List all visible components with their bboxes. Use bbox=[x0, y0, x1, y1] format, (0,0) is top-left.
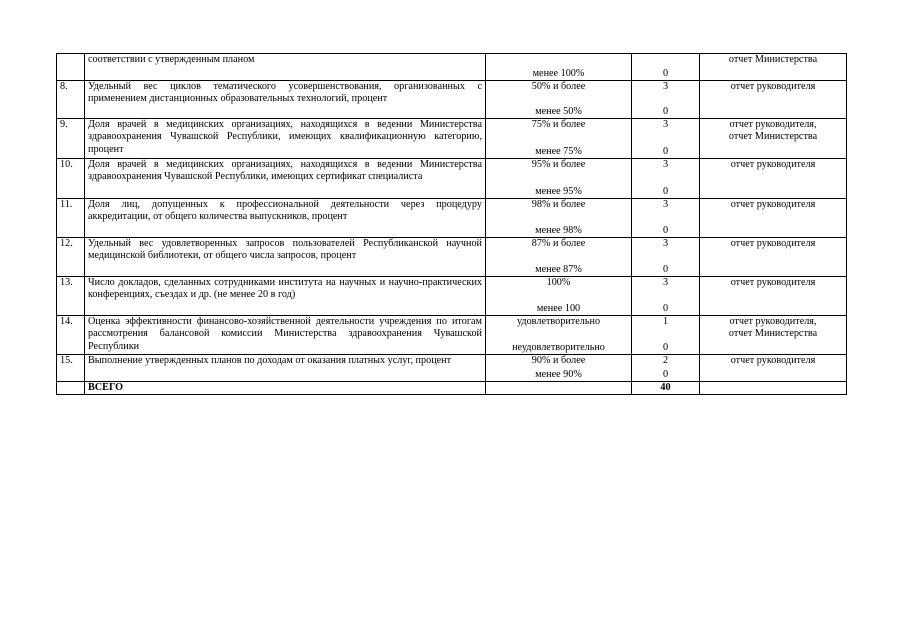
threshold-cell bbox=[486, 119, 632, 159]
score-high: 3 bbox=[662, 159, 669, 170]
threshold-cell bbox=[486, 277, 632, 316]
score-cell bbox=[632, 159, 700, 199]
table-row bbox=[57, 119, 847, 159]
row-number: 12. bbox=[57, 238, 85, 277]
row-number: 11. bbox=[57, 199, 85, 238]
score-cell bbox=[632, 355, 700, 382]
score-cell bbox=[632, 81, 700, 119]
score-cell bbox=[632, 119, 700, 159]
criterion-text: Число докладов, сделанных сотрудниками института на научных и научно-практических конференциях, съездах и др. (не менее 20 в год) bbox=[85, 277, 486, 316]
table-row bbox=[57, 81, 847, 119]
score-cell bbox=[632, 316, 700, 355]
criterion-text: Доля врачей в медицинских организациях, находящихся в ведении Министерства здравоохранения Чувашской Республики, имеющих сертификат специалиста bbox=[85, 159, 486, 199]
threshold-low: менее 100 bbox=[536, 302, 581, 314]
score-high: 3 bbox=[662, 238, 669, 249]
score-cell bbox=[632, 54, 700, 81]
score-low: 0 bbox=[662, 145, 669, 157]
threshold-high: 90% и более bbox=[531, 355, 586, 366]
table-row bbox=[57, 199, 847, 238]
row-number: 8. bbox=[57, 81, 85, 119]
score-low: 0 bbox=[662, 263, 669, 275]
score-low: 0 bbox=[662, 302, 669, 314]
total-row bbox=[57, 382, 847, 395]
threshold-low: менее 98% bbox=[535, 224, 582, 236]
threshold-low: менее 90% bbox=[535, 368, 582, 380]
table-row bbox=[57, 238, 847, 277]
source-cell: отчет руководителя bbox=[700, 355, 847, 382]
score-high: 1 bbox=[662, 316, 669, 327]
threshold-high: 100% bbox=[546, 277, 571, 288]
total-num-cell bbox=[57, 382, 85, 395]
criterion-text: соответствии с утвержденным планом bbox=[85, 54, 486, 81]
threshold-cell bbox=[486, 238, 632, 277]
threshold-high: 75% и более bbox=[531, 119, 586, 130]
threshold-high: 98% и более bbox=[531, 199, 586, 210]
total-value-cell bbox=[486, 382, 632, 395]
criteria-table-body bbox=[57, 54, 847, 382]
source-cell: отчет руководителя bbox=[700, 277, 847, 316]
score-low: 0 bbox=[662, 105, 669, 117]
threshold-cell bbox=[486, 81, 632, 119]
total-source-cell bbox=[700, 382, 847, 395]
threshold-low: менее 75% bbox=[535, 145, 582, 157]
threshold-cell bbox=[486, 316, 632, 355]
threshold-low: менее 95% bbox=[535, 185, 582, 197]
table-row bbox=[57, 355, 847, 382]
row-number: 14. bbox=[57, 316, 85, 355]
row-number: 15. bbox=[57, 355, 85, 382]
score-low: 0 bbox=[662, 224, 669, 236]
source-cell: отчет руководителя bbox=[700, 81, 847, 119]
criteria-table bbox=[56, 53, 847, 395]
source-cell: отчет Министерства bbox=[700, 54, 847, 81]
score-low: 0 bbox=[662, 185, 669, 197]
threshold-low: неудовлетворительно bbox=[512, 341, 605, 353]
score-high: 2 bbox=[662, 355, 669, 366]
source-cell: отчет руководителя bbox=[700, 238, 847, 277]
criterion-text: Удельный вес удовлетворенных запросов пользователей Республиканской научной медицинской библиотеки, от общего числа запросов, процент bbox=[85, 238, 486, 277]
table-row bbox=[57, 54, 847, 81]
threshold-high: удовлетворительно bbox=[516, 316, 601, 327]
threshold-high: 95% и более bbox=[531, 159, 586, 170]
score-low: 0 bbox=[662, 341, 669, 353]
threshold-low: менее 87% bbox=[535, 263, 582, 275]
total-score: 40 bbox=[632, 382, 700, 395]
row-number bbox=[57, 54, 85, 81]
source-cell: отчет руководителя bbox=[700, 199, 847, 238]
source-cell: отчет руководителя, отчет Министерства bbox=[700, 316, 847, 355]
threshold-low: менее 50% bbox=[535, 105, 582, 117]
source-cell: отчет руководителя bbox=[700, 159, 847, 199]
threshold-cell bbox=[486, 159, 632, 199]
score-cell bbox=[632, 277, 700, 316]
score-high: 3 bbox=[662, 199, 669, 210]
total-label: ВСЕГО bbox=[85, 382, 486, 395]
table-row bbox=[57, 159, 847, 199]
threshold-cell bbox=[486, 54, 632, 81]
criterion-text: Выполнение утвержденных планов по доходам от оказания платных услуг, процент bbox=[85, 355, 486, 382]
threshold-cell bbox=[486, 199, 632, 238]
score-high: 3 bbox=[662, 277, 669, 288]
threshold-high: 50% и более bbox=[531, 81, 586, 92]
row-number: 13. bbox=[57, 277, 85, 316]
criterion-text: Оценка эффективности финансово-хозяйственной деятельности учреждения по итогам рассмотрения балансовой комиссии Министерства здравоохранения Чувашской Республики bbox=[85, 316, 486, 355]
score-high: 3 bbox=[662, 119, 669, 130]
criterion-text: Доля врачей в медицинских организациях, находящихся в ведении Министерства здравоохранения Чувашской Республики, имеющих квалификационную категорию, процент bbox=[85, 119, 486, 159]
threshold-low: менее 100% bbox=[532, 67, 585, 79]
row-number: 10. bbox=[57, 159, 85, 199]
row-number: 9. bbox=[57, 119, 85, 159]
score-high: 3 bbox=[662, 81, 669, 92]
score-cell bbox=[632, 238, 700, 277]
table-row bbox=[57, 316, 847, 355]
table-row bbox=[57, 277, 847, 316]
score-low: 0 bbox=[662, 67, 669, 79]
criterion-text: Удельный вес циклов тематического усовершенствования, организованных с применением дистанционных образовательных технологий, процент bbox=[85, 81, 486, 119]
threshold-high: 87% и более bbox=[531, 238, 586, 249]
score-low: 0 bbox=[662, 368, 669, 380]
source-cell: отчет руководителя, отчет Министерства bbox=[700, 119, 847, 159]
threshold-cell bbox=[486, 355, 632, 382]
criterion-text: Доля лиц, допущенных к профессиональной деятельности через процедуру аккредитации, от общего количества выпускников, процент bbox=[85, 199, 486, 238]
score-cell bbox=[632, 199, 700, 238]
